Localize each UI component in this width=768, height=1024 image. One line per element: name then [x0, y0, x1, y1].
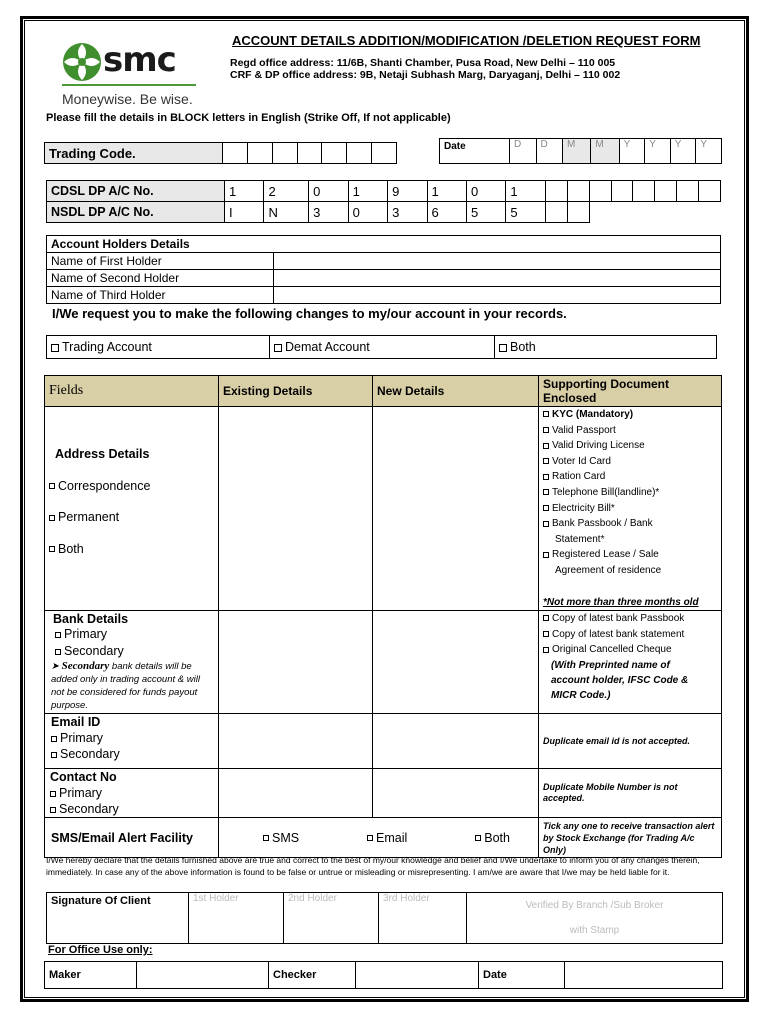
cdsl-digit[interactable]: 0 — [466, 181, 505, 202]
doc-ration-card-label: Ration Card — [552, 471, 606, 483]
contact-existing-input[interactable] — [219, 769, 373, 818]
contact-label: Contact No — [50, 770, 117, 785]
checkbox-icon[interactable] — [499, 344, 507, 352]
alert-sms-option[interactable] — [263, 831, 299, 845]
nsdl-digit[interactable] — [545, 202, 567, 223]
trading-code-cell[interactable] — [247, 143, 272, 164]
doc-bank-statement-label: Statement* — [555, 533, 605, 545]
office-date-label: Date — [479, 962, 565, 989]
checkbox-icon[interactable] — [543, 615, 549, 621]
third-holder-signature[interactable]: 3rd Holder — [379, 893, 467, 944]
email-label: Email ID — [51, 715, 101, 730]
maker-label: Maker — [45, 962, 137, 989]
checkbox-icon[interactable] — [55, 632, 61, 638]
trading-account-option[interactable] — [47, 336, 270, 359]
logo-underline — [62, 84, 196, 86]
date-cell-m1[interactable]: M — [563, 139, 591, 164]
trading-code-cell[interactable] — [347, 143, 372, 164]
doc-electricity-bill[interactable] — [543, 501, 717, 517]
doc-bank-passbook[interactable] — [543, 516, 717, 532]
checkbox-icon[interactable] — [543, 411, 549, 417]
trading-code-cell[interactable] — [223, 143, 248, 164]
nsdl-digit[interactable]: 6 — [427, 202, 466, 223]
doc-telephone-bill-label: Telephone Bill(landline)* — [552, 486, 660, 498]
checker-input[interactable] — [356, 962, 479, 989]
address-new-input[interactable] — [373, 407, 539, 611]
signature-table — [46, 892, 723, 944]
date-cell-m2[interactable]: M — [591, 139, 619, 164]
cdsl-digit[interactable] — [567, 181, 589, 202]
bank-existing-input[interactable] — [219, 611, 373, 714]
header-supporting: Supporting Document Enclosed — [539, 376, 722, 407]
doc-agreement-label: Agreement of residence — [555, 564, 662, 576]
checkbox-icon[interactable] — [543, 631, 549, 637]
stamp-label: with Stamp — [569, 925, 620, 936]
correspondence-option[interactable] — [49, 471, 214, 503]
nsdl-digit[interactable]: 3 — [388, 202, 427, 223]
third-holder-input[interactable] — [274, 287, 721, 304]
bank-note-text: bank details will be added only in trading account & will not be considered for funds payout purpose. — [51, 661, 200, 712]
doc-lease-label: Registered Lease / Sale — [552, 549, 659, 561]
address-docs-list — [543, 407, 717, 610]
nsdl-label: NSDL DP A/C No. — [47, 202, 225, 223]
date-cell-d1[interactable]: D — [510, 139, 537, 164]
cdsl-digit[interactable]: 1 — [348, 181, 387, 202]
nsdl-digit[interactable]: 5 — [506, 202, 545, 223]
email-secondary-label: Secondary — [60, 747, 120, 762]
checkbox-icon[interactable] — [55, 649, 61, 655]
alert-both-label: Both — [484, 830, 510, 845]
doc-passport-label: Valid Passport — [552, 424, 616, 436]
checkbox-icon[interactable] — [50, 807, 56, 813]
trading-code-label: Trading Code. — [45, 143, 223, 164]
header-fields: Fields — [45, 376, 219, 407]
doc-bank-passbook-copy-label: Copy of latest bank Passbook — [552, 613, 685, 625]
address-both-label: Both — [58, 541, 84, 556]
checkbox-icon[interactable] — [274, 344, 282, 352]
checkbox-icon[interactable] — [543, 458, 549, 464]
cdsl-digit[interactable]: 1 — [225, 181, 264, 202]
date-cell-y3[interactable]: Y — [670, 139, 696, 164]
nsdl-digit[interactable]: 3 — [309, 202, 348, 223]
contact-field-cell — [45, 769, 219, 818]
checkbox-icon[interactable] — [543, 489, 549, 495]
checker-label: Checker — [269, 962, 356, 989]
both-account-label: Both — [510, 340, 536, 354]
alert-sms-label: SMS — [272, 830, 300, 845]
checkbox-icon[interactable] — [543, 521, 549, 527]
contact-primary-option[interactable] — [50, 785, 214, 801]
address-both-option[interactable] — [49, 534, 214, 566]
checkbox-icon[interactable] — [543, 427, 549, 433]
nsdl-digit[interactable] — [567, 202, 589, 223]
address-field-cell — [45, 407, 219, 611]
smc-logo-icon — [62, 42, 102, 82]
alert-email-label: Email — [376, 830, 408, 845]
checkbox-icon[interactable] — [51, 752, 57, 758]
trading-code-cell[interactable] — [297, 143, 322, 164]
header-existing: Existing Details — [219, 376, 373, 407]
contact-primary-label: Primary — [59, 786, 103, 801]
cdsl-digit[interactable] — [611, 181, 633, 202]
second-holder-input[interactable] — [274, 270, 721, 287]
doc-bank-passbook-label: Bank Passbook / Bank — [552, 518, 653, 530]
checkbox-icon[interactable] — [543, 474, 549, 480]
checkbox-icon[interactable] — [51, 344, 59, 352]
brand-name: smc — [103, 40, 176, 80]
email-note: Duplicate email id is not accepted. — [539, 714, 722, 769]
nsdl-digit[interactable]: N — [264, 202, 309, 223]
maker-input[interactable] — [137, 962, 269, 989]
trading-code-cell[interactable] — [372, 143, 397, 164]
checkbox-icon[interactable] — [543, 443, 549, 449]
trading-code-cell[interactable] — [272, 143, 297, 164]
bank-docs-note: (With Preprinted name of account holder, IFSC Code & MICR Code.) — [551, 659, 689, 701]
doc-bank-statement-copy-label: Copy of latest bank statement — [552, 628, 685, 640]
permanent-option[interactable] — [49, 502, 214, 534]
checkbox-icon[interactable] — [367, 835, 373, 841]
both-account-option[interactable] — [495, 336, 717, 359]
checkbox-icon[interactable] — [49, 483, 55, 489]
email-field-cell — [45, 714, 219, 769]
cdsl-digit[interactable]: 9 — [388, 181, 427, 202]
second-holder-label: Name of Second Holder — [47, 270, 274, 287]
doc-kyc-label: KYC (Mandatory) — [552, 409, 634, 420]
doc-telephone-bill[interactable] — [543, 485, 717, 501]
alert-both-option[interactable] — [475, 831, 510, 845]
bank-field-cell — [45, 611, 219, 714]
checkbox-icon[interactable] — [543, 552, 549, 558]
regd-address: Regd office address: 11/6B, Shanti Chamber, Pusa Road, New Delhi – 110 005 — [230, 57, 616, 69]
details-table — [44, 375, 722, 858]
doc-ration-card[interactable] — [543, 469, 717, 485]
checkbox-icon[interactable] — [543, 505, 549, 511]
address-docs-cell — [539, 407, 722, 611]
doc-kyc[interactable] — [543, 407, 717, 423]
doc-lease[interactable] — [543, 547, 717, 563]
bank-new-input[interactable] — [373, 611, 539, 714]
nsdl-digit[interactable]: I — [225, 202, 264, 223]
branch-verification[interactable] — [467, 893, 723, 944]
second-holder-signature[interactable]: 2nd Holder — [284, 893, 379, 944]
crf-address: CRF & DP office address: 9B, Netaji Subhash Marg, Daryaganj, Delhi – 110 002 — [230, 69, 621, 81]
email-primary-option[interactable] — [51, 730, 214, 746]
alert-label: SMS/Email Alert Facility — [45, 818, 219, 858]
checkbox-icon[interactable] — [49, 515, 55, 521]
verified-label: Verified By Branch /Sub Broker — [525, 900, 664, 911]
checkbox-icon[interactable] — [475, 835, 481, 841]
instruction-text: Please fill the details in BLOCK letters in English (Strike Off, If not applicable) — [46, 112, 451, 124]
dp-account-table — [46, 180, 721, 223]
cdsl-digit[interactable] — [633, 181, 655, 202]
doc-cancelled-cheque-label: Original Cancelled Cheque — [552, 644, 672, 656]
date-label: Date — [440, 139, 510, 164]
date-cell-y4[interactable]: Y — [696, 139, 722, 164]
checkbox-icon[interactable] — [51, 736, 57, 742]
first-holder-signature[interactable]: 1st Holder — [189, 893, 284, 944]
contact-secondary-label: Secondary — [59, 802, 119, 817]
demat-account-label: Demat Account — [285, 340, 370, 354]
cdsl-digit[interactable]: 0 — [309, 181, 348, 202]
contact-secondary-option[interactable] — [50, 801, 214, 817]
account-holders-table — [46, 235, 721, 304]
office-date-input[interactable] — [565, 962, 723, 989]
email-primary-label: Primary — [60, 731, 104, 746]
cdsl-digit[interactable] — [655, 181, 677, 202]
bank-primary-option[interactable] — [49, 626, 214, 643]
cdsl-digit[interactable] — [677, 181, 699, 202]
signature-label: Signature Of Client — [47, 893, 189, 944]
bank-docs-list — [543, 611, 717, 703]
form-title: ACCOUNT DETAILS ADDITION/MODIFICATION /DELETION REQUEST FORM — [232, 33, 701, 48]
cdsl-digit[interactable] — [699, 181, 721, 202]
email-new-input[interactable] — [373, 714, 539, 769]
first-holder-input[interactable] — [274, 253, 721, 270]
date-cell-y1[interactable]: Y — [619, 139, 645, 164]
checkbox-icon[interactable] — [50, 791, 56, 797]
bank-secondary-label: Secondary — [64, 644, 124, 659]
account-holders-heading: Account Holders Details — [47, 236, 721, 253]
alert-options-cell — [219, 818, 539, 858]
cdsl-digit[interactable] — [545, 181, 567, 202]
date-cell-y2[interactable]: Y — [645, 139, 671, 164]
cdsl-digit[interactable] — [589, 181, 611, 202]
address-docs-note: *Not more than three months old — [543, 596, 699, 608]
bank-primary-label: Primary — [64, 627, 108, 642]
email-secondary-option[interactable] — [51, 746, 214, 762]
doc-driving-license[interactable] — [543, 438, 717, 454]
declaration-text: I/We hereby declare that the details furnished above are true and correct to the best of my/our knowledge and belief and I/We undertake to inform you of any changes therein, immediately. In case any of the above information is found to be false or untrue or misleading or misrepresenting. I am/we are aware that I/we may be held liable for it. — [46, 855, 700, 877]
cdsl-digit[interactable]: 1 — [427, 181, 466, 202]
cdsl-digit[interactable]: 1 — [506, 181, 545, 202]
third-holder-label: Name of Third Holder — [47, 287, 274, 304]
first-holder-label: Name of First Holder — [47, 253, 274, 270]
bank-label: Bank Details — [53, 612, 129, 627]
doc-electricity-bill-label: Electricity Bill* — [552, 502, 615, 514]
bank-note: ➤ Secondary bank details will be added only in trading account & will not be considered for funds payout purpose. — [51, 660, 200, 712]
email-existing-input[interactable] — [219, 714, 373, 769]
checkbox-icon[interactable] — [49, 546, 55, 552]
brand-tagline: Moneywise. Be wise. — [62, 91, 193, 107]
alert-email-option[interactable] — [367, 831, 407, 845]
office-use-table — [44, 961, 723, 989]
cdsl-label: CDSL DP A/C No. — [47, 181, 225, 202]
alert-note: Tick any one to receive transaction alert by Stock Exchange (for Trading A/c Only) — [539, 818, 722, 858]
checkbox-icon[interactable] — [543, 647, 549, 653]
doc-passport[interactable] — [543, 423, 717, 439]
doc-driving-license-label: Valid Driving License — [552, 440, 645, 452]
trading-account-label: Trading Account — [62, 340, 152, 354]
header-new: New Details — [373, 376, 539, 407]
bank-docs-cell — [539, 611, 722, 714]
nsdl-digit[interactable]: 5 — [466, 202, 505, 223]
contact-note: Duplicate Mobile Number is not accepted. — [539, 769, 722, 818]
address-existing-input[interactable] — [219, 407, 373, 611]
bank-note-lead: Secondary — [61, 660, 110, 673]
office-use-label: For Office Use only: — [48, 944, 153, 956]
trading-code-cell[interactable] — [322, 143, 347, 164]
checkbox-icon[interactable] — [263, 835, 269, 841]
doc-voter-id[interactable] — [543, 454, 717, 470]
date-cell-d2[interactable]: D — [536, 139, 563, 164]
doc-bank-statement-copy[interactable] — [543, 627, 717, 643]
doc-voter-id-label: Voter Id Card — [552, 455, 611, 467]
demat-account-option[interactable] — [270, 336, 495, 359]
bank-secondary-option[interactable] — [49, 643, 214, 660]
date-table — [439, 138, 722, 164]
contact-new-input[interactable] — [373, 769, 539, 818]
request-text: I/We request you to make the following changes to my/our account in your records. — [52, 306, 567, 321]
doc-cancelled-cheque[interactable] — [543, 642, 717, 658]
permanent-label: Permanent — [58, 510, 120, 524]
nsdl-digit[interactable]: 0 — [348, 202, 387, 223]
cdsl-digit[interactable]: 2 — [264, 181, 309, 202]
address-label: Address Details — [55, 447, 150, 461]
trading-code-table — [44, 142, 397, 164]
doc-bank-passbook-copy[interactable] — [543, 611, 717, 627]
account-type-table — [46, 335, 717, 359]
correspondence-label: Correspondence — [58, 478, 151, 493]
